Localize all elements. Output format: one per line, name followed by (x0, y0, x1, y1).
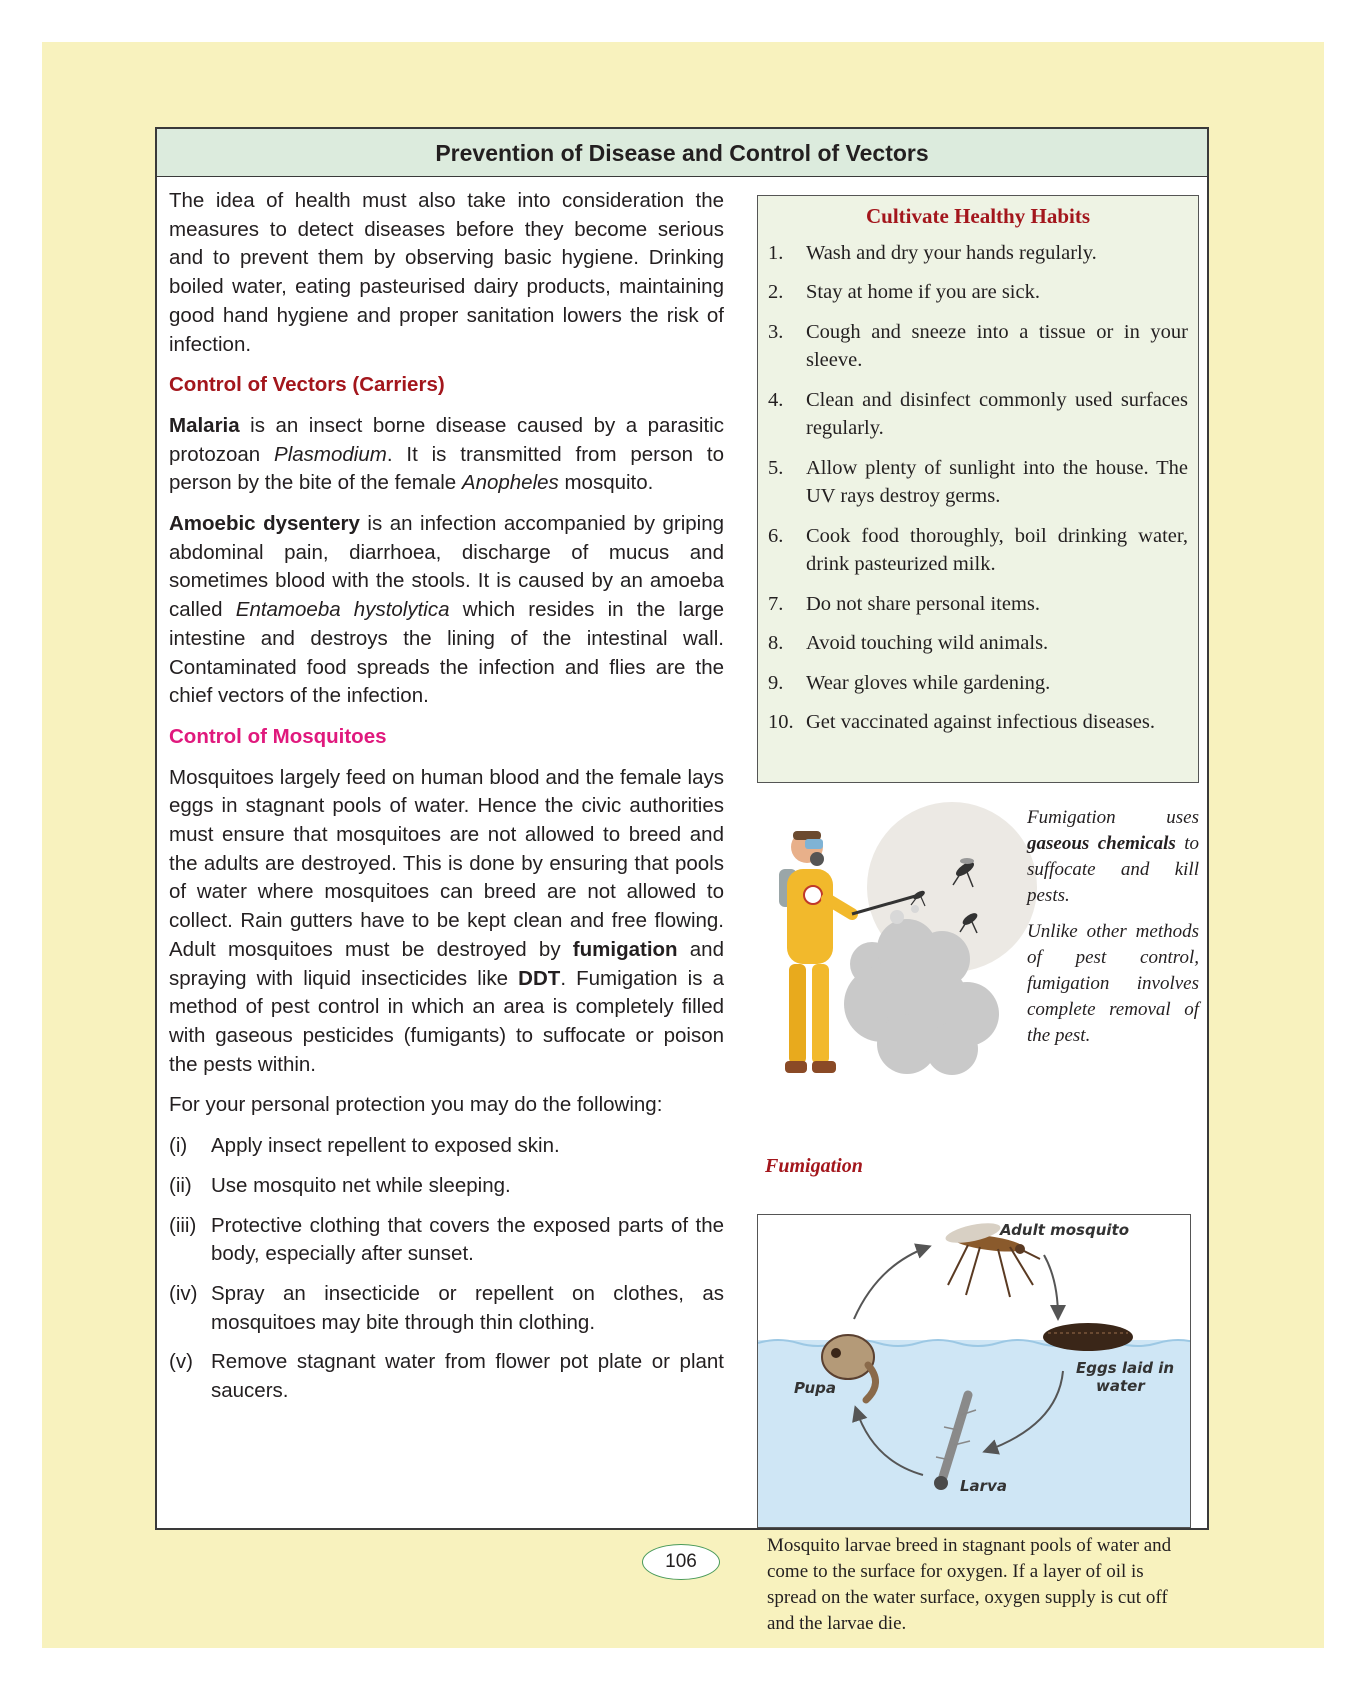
protection-text: Use mosquito net while sleeping. (211, 1173, 511, 1197)
habit-num: 8. (768, 632, 784, 654)
protection-item (169, 1348, 724, 1405)
entamoeba-term: Entamoeba hystolytica (235, 598, 450, 622)
mosquitoes-text-3: . Fumigation is a method of pest control in which an area is completely filled with gaseous pesticides (fumigants) to suffocate or poison the pests within. (169, 966, 724, 1076)
habit-text: Cough and sneeze into a tissue or in your sleeve. (806, 320, 1188, 371)
protection-num: (iii) (169, 1213, 197, 1237)
fumigation-term: fumigation (572, 937, 678, 961)
habit-text: Avoid touching wild animals. (806, 632, 1049, 654)
healthy-habits-title: Cultivate Healthy Habits (866, 204, 1090, 228)
mosquitoes-paragraph (169, 764, 724, 1080)
protection-item (169, 1212, 724, 1269)
eggs-icon (1043, 1323, 1133, 1351)
pupa-label: Pupa (794, 1379, 836, 1397)
main-text-column (169, 187, 724, 1417)
eggs-label-line-2: water (1096, 1377, 1145, 1395)
habit-item (768, 386, 1188, 443)
malaria-paragraph (169, 412, 724, 498)
arrow-pupa-to-adult (854, 1247, 928, 1319)
protection-intro: For your personal protection you may do the following: (169, 1093, 663, 1117)
habit-item (768, 629, 1188, 658)
habit-item (768, 278, 1188, 307)
mosquitoes-text-2: and spraying with liquid insecticides like (169, 937, 724, 990)
habit-num: 10. (768, 711, 794, 733)
habit-text: Wash and dry your hands regularly. (806, 241, 1097, 264)
plasmodium-term: Plasmodium (274, 442, 387, 466)
fumigation-text-c: to suffocate and kill pests. (1027, 833, 1200, 906)
habit-num: 7. (768, 592, 784, 615)
habit-text: Clean and disinfect commonly used surfaces regularly. (806, 388, 1188, 439)
protection-text: Spray an insecticide or repellent on clothes, as mosquitoes may bite through thin clothing. (211, 1281, 724, 1334)
habit-item (768, 522, 1188, 579)
amoebic-term: Amoebic dysentery (169, 512, 360, 536)
life-cycle-caption: Mosquito larvae breed in stagnant pools of water and come to the surface for oxygen. If a layer of oil is spread on the water surface, oxygen supply is cut off and the larvae die. (767, 1535, 1172, 1634)
amoebic-paragraph (169, 510, 724, 711)
protection-item (169, 1132, 724, 1161)
protection-num: (ii) (169, 1173, 192, 1197)
malaria-term: Malaria (169, 413, 240, 437)
protection-item (169, 1172, 724, 1201)
arrow-adult-to-eggs (1044, 1255, 1058, 1317)
vectors-heading: Control of Vectors (Carriers) (169, 373, 445, 397)
habit-item (768, 318, 1188, 375)
habit-item (768, 708, 1188, 737)
amoebic-text-2: which resides in the large intestine and destroys the lining of the intestinal wall. Contaminated food spreads the infection and flies are the chief vectors of the infection. (169, 598, 724, 708)
habit-item (768, 669, 1188, 698)
habit-num: 3. (768, 320, 784, 343)
habit-num: 1. (768, 241, 784, 264)
protection-num: (iv) (169, 1281, 198, 1305)
mosquitoes-text: Mosquitoes largely feed on human blood and the female lays eggs in stagnant pools of water. Hence the civic authorities must ensure that mosquitoes are not allowed to breed and the adults are destroyed. This is done by ensuring that pools of water where mosquitoes can breed are not allowed to collect. Rain gutters have to be kept clean and free flowing. Adult mosquitoes must be destroyed by (169, 765, 724, 961)
malaria-text: is an insect borne disease caused by a parasitic protozoan (169, 413, 724, 466)
habit-text: Wear gloves while gardening. (806, 671, 1051, 694)
habit-text: Cook food thoroughly, boil drinking water, drink pasteurized milk. (806, 524, 1188, 575)
protection-text: Protective clothing that covers the exposed parts of the body, especially after sunset. (211, 1213, 724, 1266)
habit-text: Get vaccinated against infectious diseases. (806, 711, 1155, 733)
habit-text: Do not share personal items. (806, 592, 1040, 615)
life-cycle-svg (758, 1215, 1191, 1528)
fumigation-description (1027, 805, 1199, 1059)
habit-num: 9. (768, 671, 784, 694)
protection-num: (i) (169, 1134, 188, 1158)
eggs-label-line-1: Eggs laid in (1076, 1359, 1175, 1377)
protection-text: Remove stagnant water from flower pot plate or plant saucers. (211, 1350, 724, 1403)
mosquito-life-cycle-diagram (757, 1214, 1191, 1528)
fumigation-text-a: Fumigation uses (1027, 807, 1199, 828)
habit-num: 6. (768, 524, 784, 547)
protection-text: Apply insect repellent to exposed skin. (211, 1134, 560, 1158)
anopheles-term: Anopheles (461, 471, 559, 495)
habit-num: 4. (768, 388, 784, 411)
protection-item (169, 1280, 724, 1337)
habit-num: 2. (768, 281, 784, 303)
malaria-text-3: mosquito. (558, 471, 654, 495)
gaseous-chemicals-term: gaseous chemicals (1027, 833, 1176, 854)
habit-num: 5. (768, 456, 784, 479)
habit-item (768, 239, 1188, 268)
page-title: Prevention of Disease and Control of Vectors (157, 129, 1207, 177)
habit-text: Allow plenty of sunlight into the house. The UV rays destroy germs. (806, 456, 1188, 507)
malaria-text-2: . It is transmitted from person to person by the bite of the female (169, 442, 724, 495)
healthy-habits-box (757, 195, 1199, 783)
mosquitoes-heading: Control of Mosquitoes (169, 724, 387, 748)
fumigation-label: Fumigation (765, 1155, 863, 1177)
page-number: 106 (642, 1544, 720, 1580)
habit-item (768, 590, 1188, 619)
fumigation-text-1 (1027, 805, 1199, 909)
habit-text: Stay at home if you are sick. (806, 281, 1040, 303)
intro-paragraph: The idea of health must also take into consideration the measures to detect diseases before they become serious and to prevent them by observing basic hygiene. Drinking boiled water, eating pasteurised dairy products, maintaining good hand hygiene and proper sanitation lowers the risk of infection. (169, 189, 724, 356)
ddt-term: DDT (518, 966, 561, 990)
fumigation-text-2: Unlike other methods of pest control, fumigation involves complete removal of the pest. (1027, 921, 1199, 1046)
habit-item (768, 454, 1188, 511)
larva-label: Larva (960, 1477, 1007, 1495)
adult-mosquito-label: Adult mosquito (1000, 1221, 1129, 1239)
protection-num: (v) (169, 1350, 193, 1374)
amoebic-text: is an infection accompanied by griping abdominal pain, diarrhoea, discharge of mucus and sometimes blood with the stools. It is caused by an amoeba called (169, 512, 725, 622)
